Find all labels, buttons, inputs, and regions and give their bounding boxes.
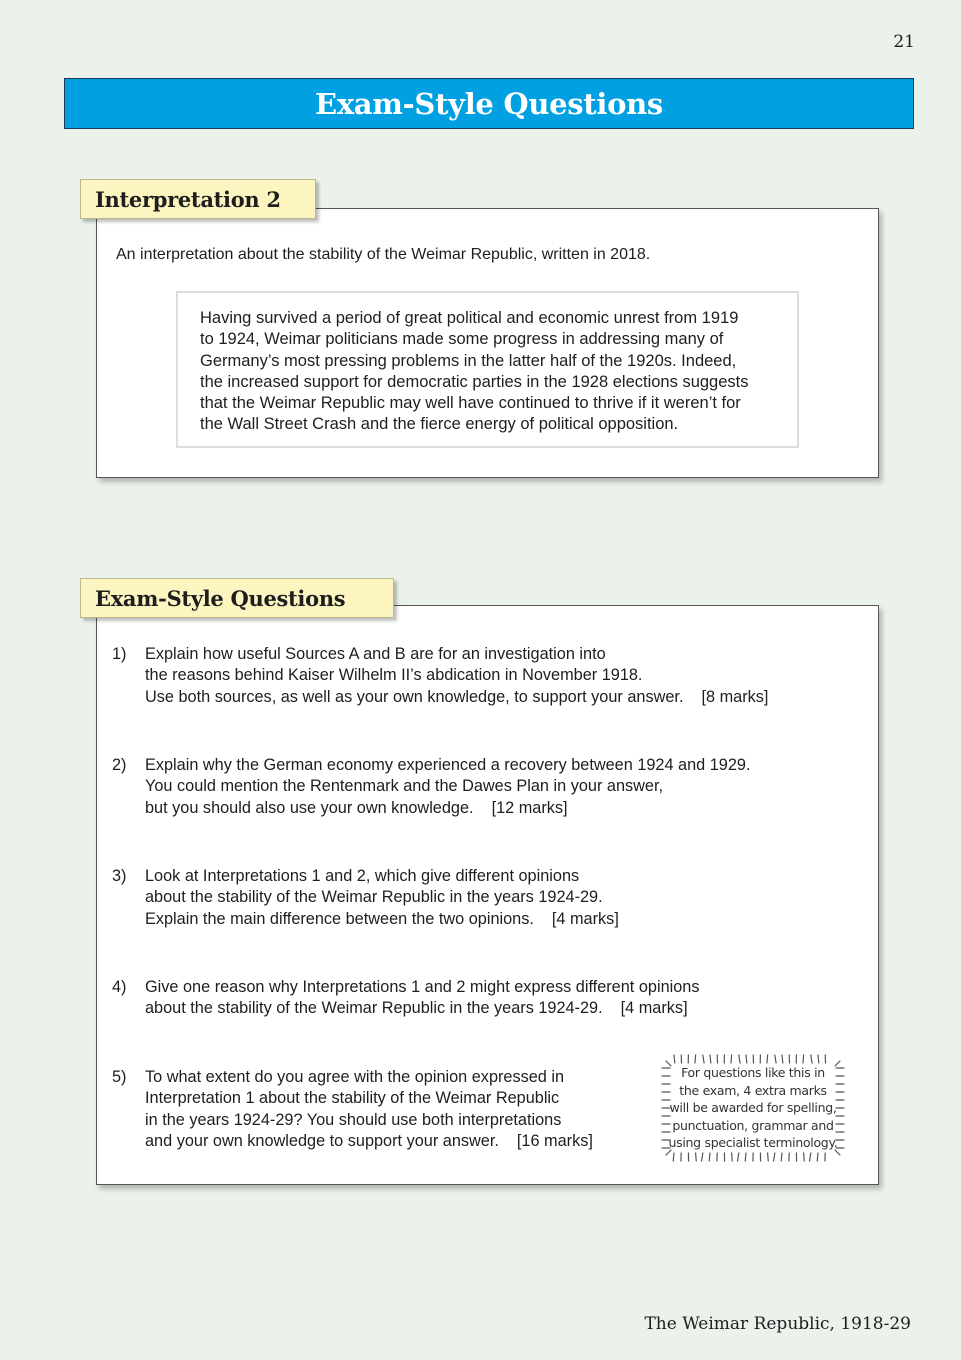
question-line: the reasons behind Kaiser Wilhelm II’s abdication in November 1918. — [145, 666, 643, 685]
question-number: 4) — [112, 978, 127, 996]
interpretation-heading: Interpretation 2 — [80, 179, 316, 219]
tip-line: will be awarded for spelling, — [669, 1100, 837, 1116]
question-line: Look at Interpretations 1 and 2, which give different opinions — [145, 867, 580, 885]
tip-line: punctuation, grammar and — [672, 1117, 834, 1133]
question-number: 3) — [112, 867, 127, 885]
question-line: and your own knowledge to support your answer. — [145, 1131, 499, 1150]
quote-line: Having survived a period of great political and economic unrest from 1919 — [200, 309, 739, 327]
marks-label: [4 marks] — [620, 999, 688, 1018]
question-line: about the stability of the Weimar Republic in the years 1924-29. — [145, 888, 603, 907]
marks-label: [8 marks] — [701, 687, 769, 706]
quote-line: Germany’s most pressing problems in the latter half of the 1920s. Indeed, — [200, 351, 737, 370]
question-4 — [112, 977, 700, 1020]
tip-line: the exam, 4 extra marks — [679, 1082, 827, 1098]
question-number: 5) — [112, 1068, 127, 1086]
quote-line: to 1924, Weimar politicians made some progress in addressing many of — [200, 330, 724, 349]
quote-line: the increased support for democratic parties in the 1928 elections suggests — [200, 372, 749, 391]
question-line: You could mention the Rentenmark and the Dawes Plan in your answer, — [145, 777, 663, 796]
question-5 — [112, 1067, 593, 1152]
page-footer: The Weimar Republic, 1918-29 — [644, 1314, 911, 1334]
question-line: but you should also use your own knowledge. — [145, 798, 474, 817]
question-line: Use both sources, as well as your own knowledge, to support your answer. — [145, 687, 684, 706]
interpretation-quote — [176, 291, 799, 448]
title-banner — [64, 78, 914, 129]
tip-line: using specialist terminology. — [668, 1135, 838, 1151]
question-line: Explain how useful Sources A and B are for an investigation into — [145, 645, 606, 663]
tip-line: For questions like this in — [681, 1065, 825, 1080]
quote-line: that the Weimar Republic may well have continued to thrive if it weren’t for — [200, 394, 741, 413]
marks-label: [16 marks] — [516, 1131, 593, 1150]
question-1 — [112, 644, 768, 708]
page-title: Exam-Style Questions — [315, 86, 663, 121]
question-number: 1) — [112, 645, 127, 663]
questions-heading: Exam-Style Questions — [80, 578, 394, 618]
interpretation-intro: An interpretation about the stability of the Weimar Republic, written in 2018. — [116, 246, 651, 263]
question-number: 2) — [112, 756, 127, 774]
question-line: Give one reason why Interpretations 1 and 2 might express different opinions — [145, 978, 700, 996]
marks-label: [4 marks] — [551, 909, 619, 928]
question-line: To what extent do you agree with the opinion expressed in — [145, 1068, 565, 1086]
question-2 — [112, 755, 751, 819]
question-line: Interpretation 1 about the stability of the Weimar Republic — [145, 1089, 560, 1108]
page-number: 21 — [893, 32, 915, 52]
question-line: Explain why the German economy experienced a recovery between 1924 and 1929. — [145, 756, 751, 774]
question-line: about the stability of the Weimar Republic in the years 1924-29. — [145, 999, 603, 1018]
question-line: Explain the main difference between the two opinions. — [145, 909, 534, 928]
marks-label: [12 marks] — [491, 798, 568, 817]
question-3 — [112, 866, 619, 930]
question-line: in the years 1924-29? You should use both interpretations — [145, 1110, 562, 1129]
quote-line: the Wall Street Crash and the fierce energy of political opposition. — [200, 415, 679, 434]
tip-callout — [660, 1052, 846, 1164]
